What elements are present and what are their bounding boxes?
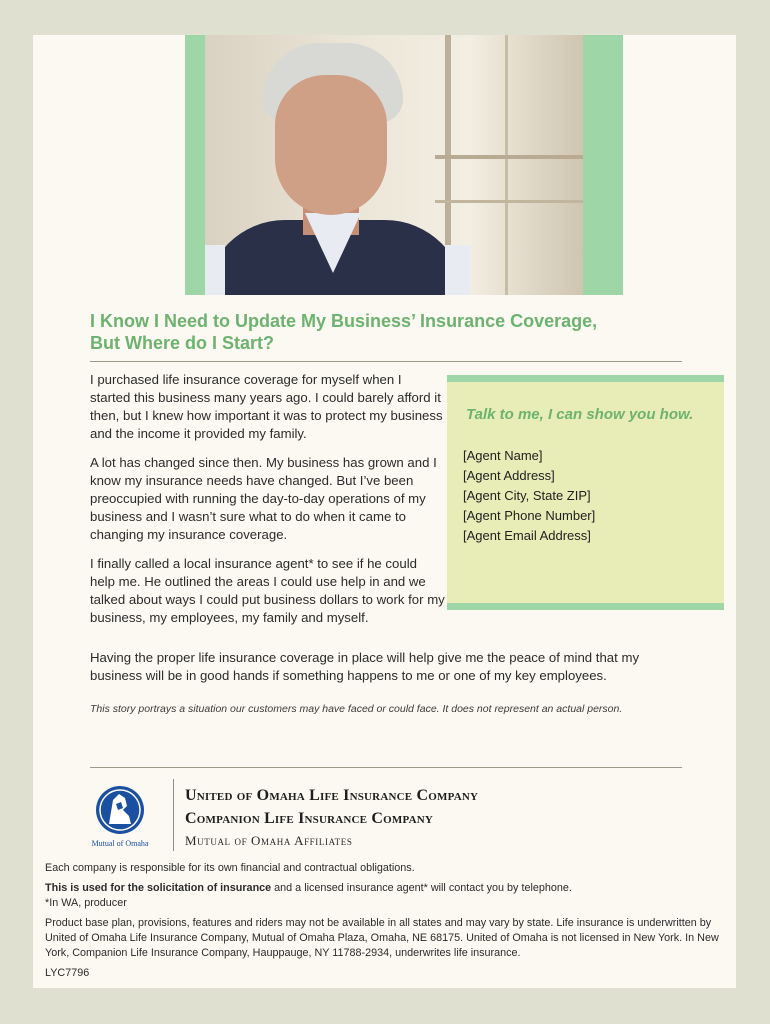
- headline-line-2: But Where do I Start?: [90, 333, 274, 353]
- affiliates-line: Mutual of Omaha Affiliates: [185, 833, 353, 848]
- logo-separator: [173, 779, 174, 851]
- agent-tagline: Talk to me, I can show you how.: [466, 406, 694, 423]
- company-name-united: United of Omaha Life Insurance Company: [185, 787, 479, 804]
- agent-email: [Agent Email Address]: [463, 528, 591, 543]
- headline-divider: [90, 361, 682, 362]
- portrait-photo: [205, 35, 583, 295]
- agent-contact-box: [447, 375, 724, 610]
- legal-footer: [45, 861, 730, 986]
- agent-city-state-zip: [Agent City, State ZIP]: [463, 488, 591, 503]
- legal-solicitation-bold: This is used for the solicitation of insurance: [45, 882, 272, 894]
- legal-responsibility: Each company is responsible for its own financial and contractual obligations.: [45, 862, 415, 874]
- legal-solicitation: [45, 881, 730, 896]
- footer-divider: [90, 767, 682, 768]
- story-paragraph-4: Having the proper life insurance coverage in place will help give me the peace of mind that my business will be in good hands if something happens to me or one of my key employees.: [90, 650, 640, 683]
- legal-solicitation-rest: and a licensed insurance agent* will contact you by telephone.: [271, 882, 572, 894]
- company-name-companion: Companion Life Insurance Company: [185, 810, 434, 827]
- flyer-page: [33, 35, 736, 988]
- headline-line-1: I Know I Need to Update My Business’ Insurance Coverage,: [90, 311, 598, 331]
- headline: [90, 310, 650, 354]
- form-code: LYC7796: [45, 967, 90, 979]
- story-column: [90, 371, 445, 638]
- legal-wa-note: *In WA, producer: [45, 897, 127, 909]
- logo-wordmark: Mutual of Omaha: [91, 839, 149, 848]
- agent-address: [Agent Address]: [463, 468, 555, 483]
- story-paragraph-2: A lot has changed since then. My business has grown and I know my insurance needs have changed. But I’ve been preoccupied with running the day-to-day operations of my business and I wasn’t sure what to do when it came to changing my insurance coverage.: [90, 455, 437, 542]
- photo-frame: [185, 35, 623, 295]
- story-paragraph-1: I purchased life insurance coverage for myself when I started this business many years ago. I could barely afford it then, but I knew how important it was to protect my business and the income it provided my family.: [90, 372, 443, 441]
- agent-details: [463, 446, 595, 546]
- story-disclaimer: This story portrays a situation our customers may have faced or could face. It does not represent an actual person.: [90, 703, 623, 715]
- agent-name: [Agent Name]: [463, 448, 543, 463]
- agent-phone: [Agent Phone Number]: [463, 508, 596, 523]
- story-paragraph-3: I finally called a local insurance agent* to see if he could help me. He outlined the areas I could use help in and we talked about ways I could put business dollars to work for my business, my employees, my family and myself.: [90, 556, 445, 625]
- mutual-of-omaha-logo-icon: [85, 780, 155, 850]
- legal-product: Product base plan, provisions, features and riders may not be available in all states and may vary by state. Life insurance is underwritten by United of Omaha Life Insurance Company, Mutual of Omaha Plaza, Omaha, NE 68175. United of Omaha is not licensed in New York. In New York, Companion Life Insurance Company, Hauppauge, NY 11788-2934, underwrites life insurance.: [45, 917, 719, 959]
